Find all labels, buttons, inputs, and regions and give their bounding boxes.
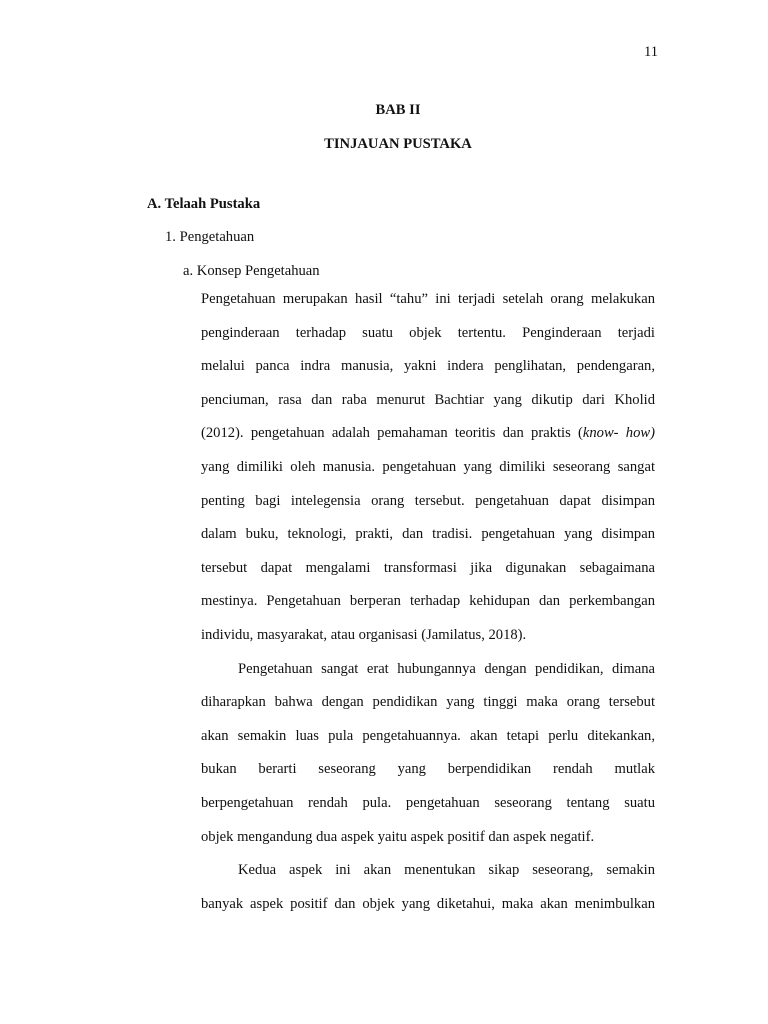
paragraph-line: mestinya. Pengetahuan berperan terhadap kehidupan dan perkembangan (201, 593, 655, 610)
section-heading: A. Telaah Pustaka (147, 196, 261, 212)
paragraph-line: akan semakin luas pula pengetahuannya. akan tetapi perlu ditekankan, (201, 727, 655, 744)
line-text: (2012). pengetahuan adalah pemahaman teoritis dan praktis ( (201, 425, 583, 442)
paragraph-line: penginderaan terhadap suatu objek tertentu. Penginderaan terjadi (201, 324, 655, 341)
body-text (201, 283, 655, 921)
paragraph-line: dalam buku, teknologi, prakti, dan tradisi. pengetahuan yang disimpan (201, 526, 655, 543)
paragraph-line: objek mengandung dua aspek yaitu aspek positif dan aspek negatif. (201, 828, 595, 845)
subsubsection-heading: a. Konsep Pengetahuan (183, 263, 320, 279)
paragraph-line: melalui panca indra manusia, yakni indera penglihatan, pendengaran, (201, 358, 655, 375)
paragraph-line: diharapkan bahwa dengan pendidikan yang tinggi maka orang tersebut (201, 694, 655, 711)
paragraph-line: tersebut dapat mengalami transformasi jika digunakan sebagaimana (201, 559, 655, 576)
subsection-heading: 1. Pengetahuan (165, 229, 255, 245)
paragraph-line: bukan berarti seseorang yang berpendidikan rendah mutlak (201, 761, 655, 778)
paragraph-line: yang dimiliki oleh manusia. pengetahuan yang dimiliki seseorang sangat (201, 458, 655, 475)
paragraph-line: individu, masyarakat, atau organisasi (Jamilatus, 2018). (201, 626, 527, 643)
italic-term: know- how) (582, 425, 655, 442)
paragraph-line: Pengetahuan merupakan hasil “tahu” ini terjadi setelah orang melakukan (201, 291, 655, 307)
paragraph-line (201, 417, 655, 451)
paragraph-line: Kedua aspek ini akan menentukan sikap seseorang, semakin (238, 862, 655, 879)
paragraph-line: banyak aspek positif dan objek yang diketahui, maka akan menimbulkan (201, 895, 655, 912)
paragraph-line: berpengetahuan rendah pula. pengetahuan seseorang tentang suatu (201, 794, 655, 811)
paragraph-2 (201, 653, 655, 855)
chapter-title: TINJAUAN PUSTAKA (324, 136, 472, 152)
paragraph-1 (201, 283, 655, 653)
page-number: 11 (643, 44, 658, 60)
paragraph-line: Pengetahuan sangat erat hubungannya dengan pendidikan, dimana (238, 660, 655, 677)
paragraph-line: penting bagi intelegensia orang tersebut. pengetahuan dapat disimpan (201, 492, 655, 509)
paragraph-3 (201, 854, 655, 921)
chapter-heading: BAB II (375, 102, 421, 118)
paragraph-line: penciuman, rasa dan raba menurut Bachtiar yang dikutip dari Kholid (201, 391, 655, 408)
